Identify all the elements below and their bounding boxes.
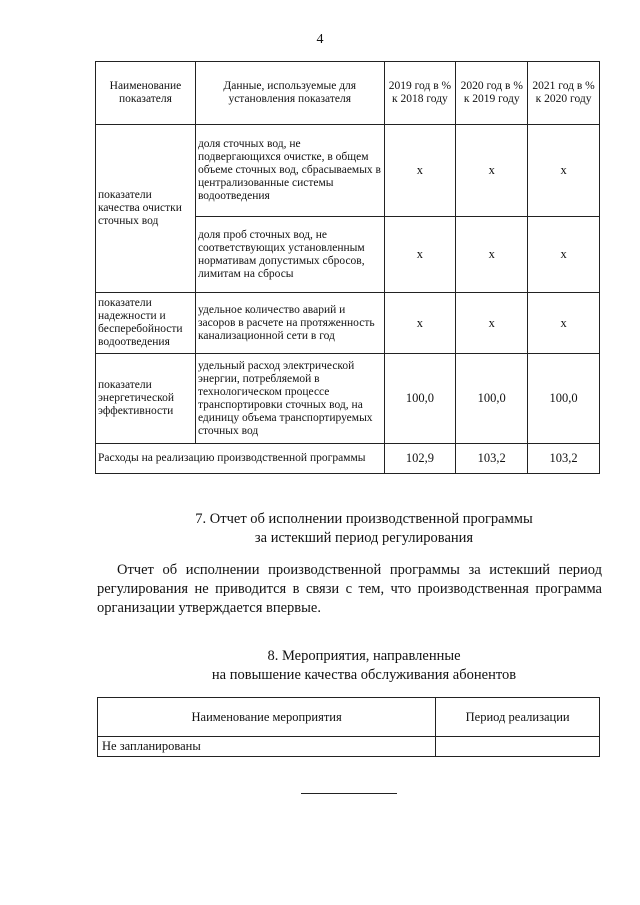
row-data: доля проб сточных вод, не соответствующих установленным нормативам допустимых сбросов, лимитам на сбросы [195, 217, 384, 293]
row-value-2020: 100,0 [456, 354, 528, 444]
section-8-title [0, 647, 640, 685]
row-name: показатели энергетической эффективности [96, 354, 196, 444]
row-data: удельный расход электрической энергии, потребляемой в технологическом процессе транспортировки сточных вод, на единицу объема транспортируемых сточных вод [195, 354, 384, 444]
row-value-2019: x [384, 293, 456, 354]
header-name: Наименование показателя [96, 62, 196, 125]
row-data: доля сточных вод, не подвергающихся очистке, в общем объеме сточных вод, сбрасываемых в централизованные системы водоотведения [195, 125, 384, 217]
closing-rule [301, 793, 397, 794]
row-value-2020: 103,2 [456, 444, 528, 474]
section-7-paragraph: Отчет об исполнении производственной программы за истекший период регулирования не приводится в связи с тем, что производственная программа организации утверждается впервые. [97, 562, 602, 616]
table-row [96, 293, 600, 354]
row-value-2021: 103,2 [528, 444, 600, 474]
section-7-title-line-1: 7. Отчет об исполнении производственной программы [195, 511, 533, 527]
row-value-2020: x [456, 125, 528, 217]
header-2019: 2019 год в % к 2018 году [384, 62, 456, 125]
table-row [98, 737, 600, 757]
row-value-2021: 100,0 [528, 354, 600, 444]
row-name: Расходы на реализацию производственной программы [96, 444, 385, 474]
header-2021: 2021 год в % к 2020 году [528, 62, 600, 125]
row-data: удельное количество аварий и засоров в расчете на протяженность канализационной сети в год [195, 293, 384, 354]
row-name: показатели надежности и бесперебойности водоотведения [96, 293, 196, 354]
row-value-2021: x [528, 217, 600, 293]
section-7-title-line-2: за истекший период регулирования [254, 530, 474, 546]
indicators-table [95, 61, 600, 474]
row-value-2020: x [456, 217, 528, 293]
header-measure-name: Наименование мероприятия [98, 698, 436, 737]
page-number: 4 [316, 32, 324, 47]
table-row [96, 354, 600, 444]
row-value-2019: 100,0 [384, 354, 456, 444]
table-header-row [98, 698, 600, 737]
row-value-2021: x [528, 293, 600, 354]
row-value-2021: x [528, 125, 600, 217]
measure-period [436, 737, 600, 757]
row-value-2019: x [384, 217, 456, 293]
row-value-2020: x [456, 293, 528, 354]
table-row [96, 444, 600, 474]
section-8-title-line-2: на повышение качества обслуживания абонентов [211, 667, 517, 683]
row-name: показатели качества очистки сточных вод [96, 125, 196, 293]
measures-table [97, 697, 600, 757]
header-data: Данные, используемые для установления показателя [195, 62, 384, 125]
section-8-title-line-1: 8. Мероприятия, направленные [267, 648, 461, 664]
header-period: Период реализации [436, 698, 600, 737]
measure-name: Не запланированы [98, 737, 436, 757]
table-row [96, 125, 600, 217]
header-2020: 2020 год в % к 2019 году [456, 62, 528, 125]
row-value-2019: 102,9 [384, 444, 456, 474]
table-header-row [96, 62, 600, 125]
section-7-title [0, 510, 640, 548]
row-value-2019: x [384, 125, 456, 217]
